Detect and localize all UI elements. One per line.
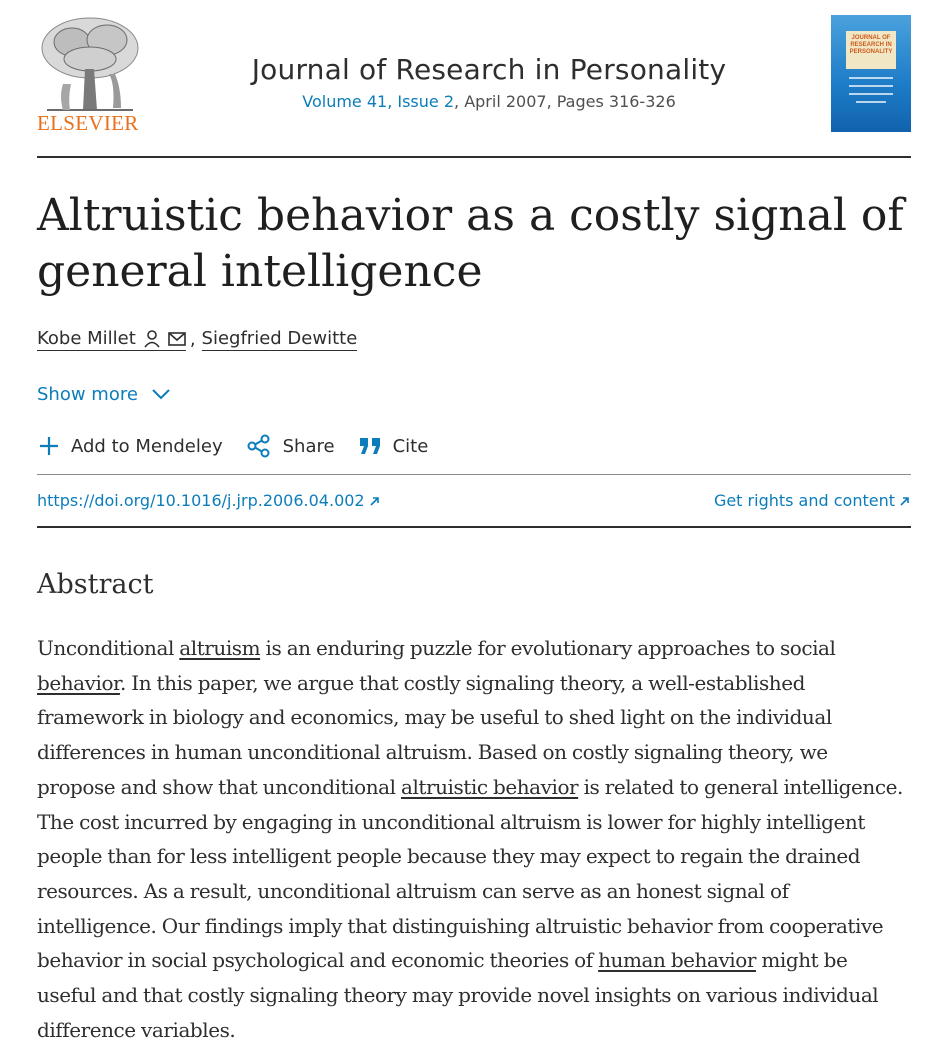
show-more-button[interactable]	[37, 384, 170, 405]
topic-link-altruism[interactable]: altruism	[179, 636, 261, 660]
doi-rights-bar	[37, 474, 911, 528]
abstract-text-segment: is related to general intelligence. The cost incurred by engaging in unconditional altruism is lower for highly intelligent people than for less intelligent people because they may expect to regain the drained resources. As a result, unconditional altruism can serve as an honest signal of intelligence. Our findings imply that distinguishing altruistic behavior from cooperative behavior in social psychological and economic theories of	[37, 774, 903, 973]
external-link-icon	[899, 495, 911, 507]
cite-label: Cite	[392, 435, 429, 457]
cover-text-line	[849, 93, 893, 95]
rights-text: Get rights and content	[713, 491, 895, 510]
journal-issue-info	[217, 92, 761, 111]
journal-info-block	[217, 52, 761, 111]
journal-title[interactable]: Journal of Research in Personality	[251, 53, 727, 86]
article-title: Altruistic behavior as a costly signal of general intelligence	[37, 190, 904, 297]
get-rights-link[interactable]	[714, 491, 911, 510]
author-link-kobe-millet[interactable]	[37, 328, 186, 351]
topic-link-human-behavior[interactable]: human behavior	[598, 948, 756, 973]
doi-text: https://doi.org/10.1016/j.jrp.2006.04.002	[37, 491, 365, 510]
abstract-heading: Abstract	[37, 569, 154, 600]
author-list	[37, 328, 357, 351]
author-name: Kobe Millet	[37, 328, 136, 349]
article-actions	[39, 434, 452, 458]
abstract-text-segment: Unconditional	[37, 636, 180, 660]
plus-icon	[39, 436, 59, 456]
author-separator: ,	[189, 329, 196, 350]
abstract-text-segment: is an enduring puzzle for evolutionary approaches to social	[260, 636, 836, 660]
journal-header	[37, 0, 911, 158]
author-link-siegfried-dewitte[interactable]	[202, 328, 358, 351]
cover-text-line	[849, 77, 893, 79]
add-to-mendeley-button[interactable]	[39, 436, 223, 457]
cover-title: JOURNAL OF RESEARCH IN PERSONALITY	[846, 31, 896, 69]
cite-button[interactable]	[359, 436, 429, 457]
person-icon	[144, 330, 160, 348]
chevron-down-icon	[152, 389, 170, 400]
issue-date-pages: , April 2007, Pages 316-326	[454, 92, 676, 111]
topic-link-altruistic-behavior[interactable]: altruistic behavior	[401, 774, 579, 799]
elsevier-wordmark: ELSEVIER	[37, 111, 139, 135]
topic-link-behavior[interactable]: behavior	[37, 670, 120, 695]
elsevier-logo[interactable]	[37, 14, 143, 134]
quote-icon	[359, 437, 381, 455]
cover-text-line	[849, 85, 893, 87]
show-more-label: Show more	[37, 384, 138, 405]
abstract-text-segment: might be useful and that costly signaling theory may provide novel insights on various individual difference variables.	[37, 948, 879, 1042]
share-label: Share	[282, 435, 335, 457]
journal-cover-thumbnail[interactable]	[831, 15, 911, 132]
abstract-text-segment: . In this paper, we argue that costly signaling theory, a well-established framework in biology and economics, may be useful to shed light on the individual differences in human unconditional altruism. Based on costly signaling theory, we propose and show that unconditional	[37, 670, 832, 799]
abstract-text	[37, 631, 911, 1047]
share-icon	[247, 434, 271, 458]
issue-link[interactable]: Volume 41, Issue 2	[302, 92, 455, 111]
external-link-icon	[369, 495, 381, 507]
mendeley-label: Add to Mendeley	[71, 435, 223, 457]
author-name: Siegfried Dewitte	[201, 328, 358, 349]
share-button[interactable]	[247, 434, 335, 458]
envelope-icon	[168, 332, 186, 346]
elsevier-tree-logo-icon	[37, 14, 143, 114]
cover-text-line	[856, 101, 886, 103]
doi-link[interactable]	[37, 491, 381, 510]
